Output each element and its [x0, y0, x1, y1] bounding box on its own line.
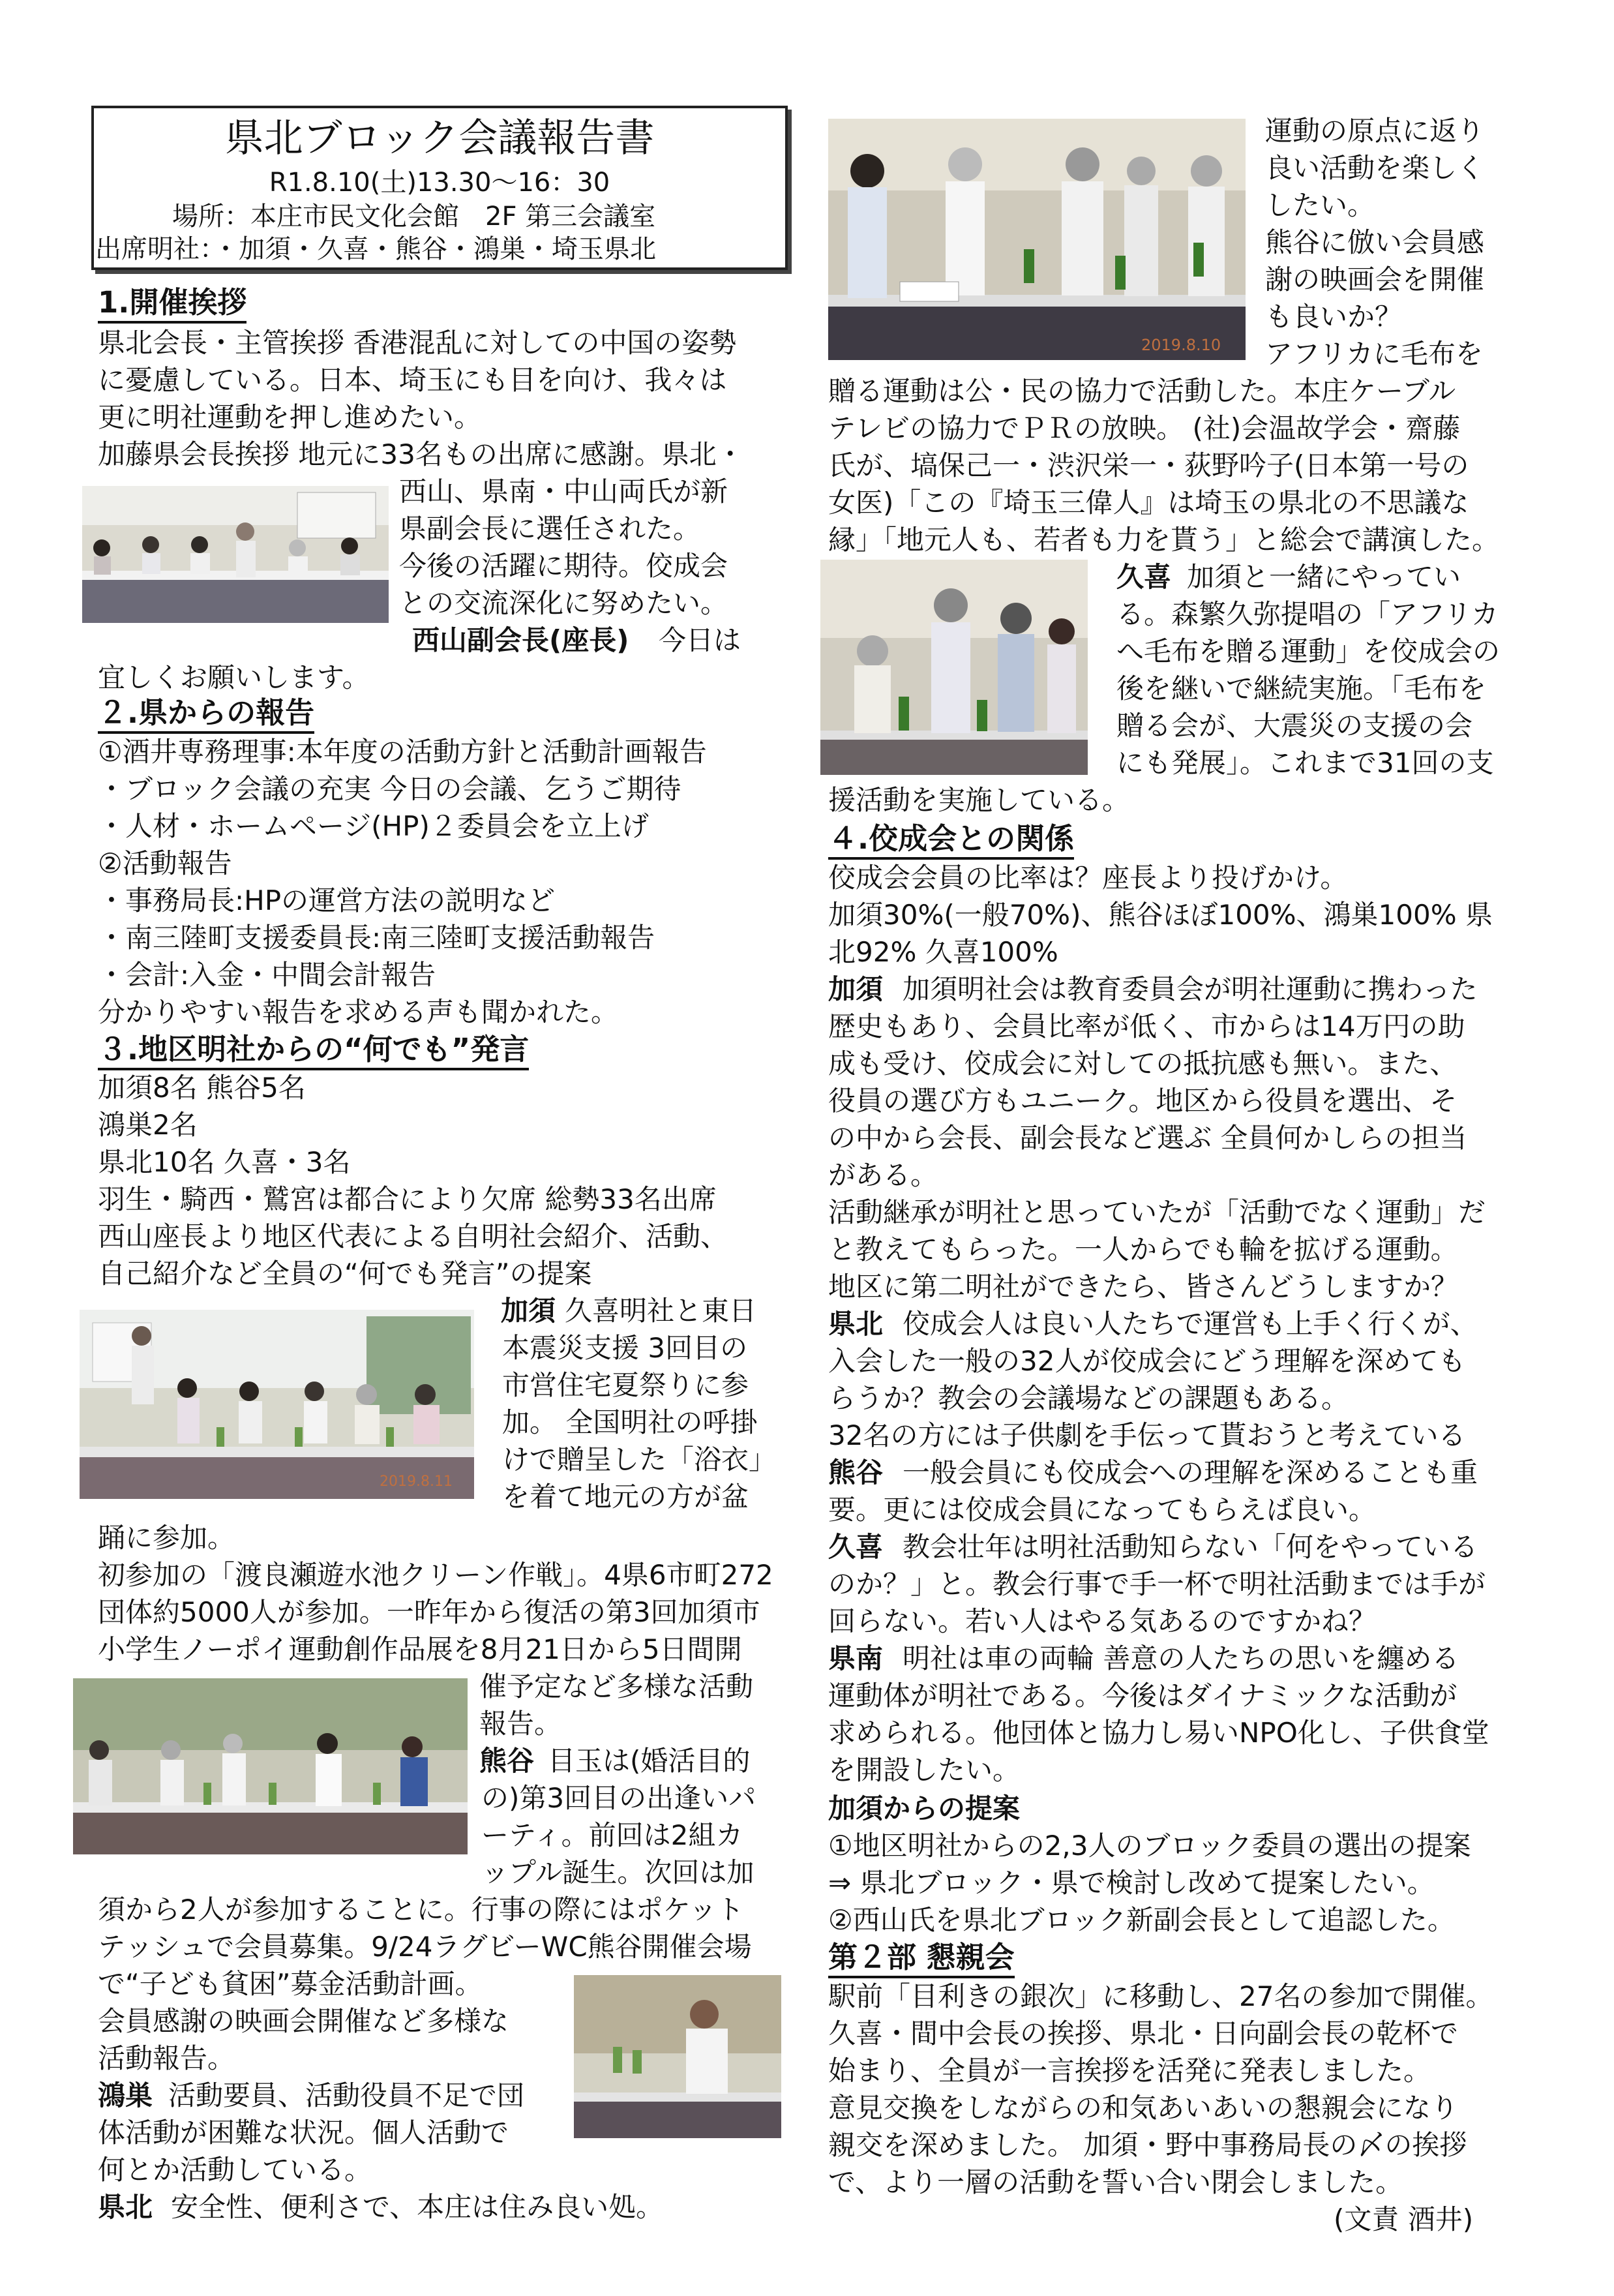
text-line: 入会した一般の32人が佼成会にどう理解を深めても — [828, 1345, 1466, 1377]
text-line: ①地区明社からの2,3人のブロック委員の選出の提案 — [828, 1830, 1471, 1862]
meeting-photo-5 — [828, 119, 1246, 360]
s4-kumagaya-label: 熊谷 — [828, 1457, 884, 1488]
text-line: 運動体が明社である。今後はダイナミックな活動が — [828, 1680, 1457, 1712]
text-line: との交流深化に努めたい。 — [399, 587, 728, 619]
text-line: ②西山氏を県北ブロック新副会長として追認した。 — [828, 1904, 1455, 1936]
signature: (文責 酒井) — [1334, 2203, 1474, 2235]
text-line: 駅前「目利きの銀次」に移動し、27名の参加で開催。 — [828, 1980, 1493, 2012]
text-line: 今日は — [659, 624, 741, 656]
s4-kenpoku-label: 県北 — [828, 1308, 884, 1340]
text-line: 加須明社会は教育委員会が明社運動に携わった — [903, 973, 1478, 1005]
text-line: ・会計:入金・中間会計報告 — [98, 959, 436, 991]
text-line: 佼成会人は良い人たちで運営も上手く行くが、 — [903, 1308, 1478, 1340]
text-line: ⇒ 県北ブロック・県で検討し改めて提案したい。 — [828, 1867, 1435, 1899]
text-line: へ毛布を贈る運動」を佼成会の — [1116, 635, 1501, 667]
text-line: 明社は車の両輪 善意の人たちの思いを纏める — [903, 1642, 1459, 1674]
text-line: 西山座長より地区代表による自明社会紹介、活動、 — [98, 1220, 728, 1252]
text-line: 目玉は(婚活目的 — [548, 1745, 751, 1777]
meeting-date: R1.8.10(土)13.30～16：30 — [269, 168, 610, 198]
text-line: 運動の原点に返り — [1265, 115, 1485, 147]
text-line: ②活動報告 — [98, 847, 232, 879]
meeting-photo-4 — [574, 1975, 781, 2138]
text-line: 地区に第二明社ができたら、皆さんどうしますか？ — [828, 1271, 1459, 1303]
text-line: のか？」と。教会行事で手一杯で明社活動までは手が — [828, 1568, 1486, 1600]
report-title: 県北ブロック会議報告書 — [224, 115, 655, 161]
text-line: にも発展」。これまで31回の支 — [1116, 747, 1494, 779]
text-line: 教会壮年は明社活動知らない「何をやっている — [903, 1531, 1478, 1563]
text-line: 羽生・騎西・鷲宮は都合により欠席 総勢33名出席 — [98, 1183, 717, 1215]
text-line: 踊に参加。 — [98, 1522, 235, 1554]
text-line: 県北会長・主管挨拶 香港混乱に対しての中国の姿勢 — [98, 327, 737, 359]
section4-heading: ４.佼成会との関係 — [828, 821, 1074, 860]
text-line: 歴史もあり、会員比率が低く、市からは14万円の助 — [828, 1010, 1465, 1042]
text-line: に憂慮している。日本、埼玉にも目を向け、我々は — [98, 364, 727, 396]
text-line: 団体約5000人が参加。一昨年から復活の第3回加須市 — [98, 1596, 760, 1628]
text-line: 宜しくお願いします。 — [98, 661, 370, 693]
text-line: 良い活動を楽しく — [1265, 152, 1485, 184]
kenpoku-label: 県北 — [98, 2191, 153, 2223]
text-line: 県副会長に選任された。 — [399, 513, 701, 545]
text-line: アフリカに毛布を — [1265, 338, 1483, 370]
text-line: 本震災支援 3回目の — [502, 1332, 748, 1364]
text-line: 須から2人が参加することに。行事の際にはポケット — [98, 1894, 744, 1926]
text-line: ・人材・ホームページ(HP)２委員会を立上げ — [98, 810, 649, 842]
text-line: 縁」「地元人も、若者も力を貰う」と総会で講演した。 — [828, 524, 1500, 556]
text-line: がある。 — [828, 1159, 938, 1191]
meeting-photo-2 — [80, 1310, 474, 1499]
section2-heading: ２.県からの報告 — [98, 695, 314, 734]
text-line: テレビの協力でＰＲの放映。 (社)会温故学会・齋藤 — [828, 412, 1461, 444]
kounosu-label: 鴻巣 — [98, 2079, 153, 2111]
text-line: る。森繁久弥提唱の「アフリカ — [1116, 598, 1499, 630]
text-line: ・南三陸町支援委員長:南三陸町支援活動報告 — [98, 922, 655, 954]
text-line: 謝の映画会を開催 — [1265, 264, 1485, 295]
text-line: ップル誕生。次回は加 — [481, 1856, 755, 1888]
text-line: を開設したい。 — [828, 1754, 1021, 1786]
text-line: 市営住宅夏祭りに参 — [502, 1369, 749, 1401]
text-line: を着て地元の方が盆 — [502, 1481, 749, 1513]
text-line: 後を継いで継続実施。「毛布を — [1116, 672, 1487, 704]
title-box — [91, 106, 788, 270]
text-line: 役員の選び方もユニーク。地区から役員を選出、そ — [828, 1085, 1457, 1117]
text-line: 意見交換をしながらの和気あいあいの懇親会になり — [828, 2092, 1459, 2124]
text-line: の中から会長、副会長など選ぶ 全員何かしらの担当 — [828, 1122, 1467, 1154]
text-line: で、より一層の活動を誓い合い閉会しました。 — [828, 2166, 1403, 2198]
text-line: 加須8名 熊谷5名 — [98, 1072, 306, 1104]
meeting-place: 場所：本庄市民文化会館 2F 第三会議室 — [172, 202, 656, 232]
text-line: 鴻巣2名 — [98, 1109, 198, 1141]
meeting-photo-6 — [820, 560, 1088, 775]
text-line: 何とか活動している。 — [98, 2154, 372, 2186]
text-line: と教えてもらった。一人からでも輪を拡げる運動。 — [828, 1233, 1458, 1265]
text-line: らうか？教会の会議場などの課題もある。 — [828, 1382, 1349, 1414]
text-line: 小学生ノーポイ運動創作品展を8月21日から5日間開 — [98, 1633, 742, 1665]
text-line: 久喜明社と東日 — [565, 1295, 757, 1327]
text-line: 自己紹介など全員の“何でも発言”の提案 — [98, 1258, 592, 1290]
text-line: で“子ども貧困”募金活動計画。 — [98, 1968, 483, 2000]
text-line: 西山、県南・中山両氏が新 — [399, 476, 728, 507]
text-line: 活動要員、活動役員不足で団 — [168, 2079, 525, 2111]
text-line: 32名の方には子供劇を手伝って貰おうと考えている — [828, 1419, 1466, 1451]
text-line: 活動報告。 — [98, 2042, 235, 2074]
text-line: 初参加の「渡良瀬遊水池クリーン作戦」。4県6市町272 — [98, 1559, 773, 1591]
text-line: けで贈呈した「浴衣」 — [502, 1443, 777, 1475]
text-line: 今後の活躍に期待。佼成会 — [399, 550, 728, 582]
proposal-heading: 加須からの提案 — [828, 1792, 1021, 1824]
text-line: 県北10名 久喜・3名 — [98, 1146, 351, 1178]
chair-label: 西山副会長(座長) — [412, 624, 629, 656]
text-line: 要。更には佼成会員になってもらえば良い。 — [828, 1494, 1377, 1526]
text-line: 援活動を実施している。 — [828, 784, 1130, 816]
meeting-photo-3 — [73, 1678, 468, 1854]
text-line: ーティ。前回は2組カ — [481, 1819, 743, 1851]
text-line: 一般会員にも佼成会への理解を深めることも重 — [903, 1457, 1478, 1488]
text-line: 親交を深めました。 加須・野中事務局長の〆の挨拶 — [828, 2129, 1467, 2161]
kumagaya-label: 熊谷 — [479, 1745, 535, 1777]
s4-kennan-label: 県南 — [828, 1642, 884, 1674]
text-line: テッシュで会員募集。9/24ラグビーWC熊谷開催会場 — [98, 1931, 752, 1963]
text-line: 加須30%(一般70%)、熊谷ほぼ100%、鴻巣100% 県 — [828, 899, 1493, 931]
text-line: 加藤県会長挨拶 地元に33名もの出席に感謝。県北・ — [98, 438, 744, 470]
text-line: 加。 全国明社の呼掛 — [502, 1406, 758, 1438]
text-line: の)第3回目の出逢いパ — [481, 1782, 756, 1814]
text-line: 女医)「この『埼玉三偉人』は埼玉の県北の不思議な — [828, 487, 1469, 519]
kazo-label: 加須 — [501, 1295, 556, 1327]
text-line: 会員感謝の映画会開催など多様な — [98, 2005, 509, 2037]
photo-date-stamp: 2019.8.11 — [380, 1473, 453, 1490]
text-line: 加須と一緒にやってい — [1187, 561, 1461, 593]
text-line: 成も受け、佼成会に対しての抵抗感も無い。また、 — [828, 1048, 1457, 1080]
text-line: 体活動が困難な状況。個人活動で — [98, 2117, 509, 2149]
text-line: 分かりやすい報告を求める声も聞かれた。 — [98, 996, 619, 1028]
text-line: 催予定など多様な活動 — [479, 1670, 754, 1702]
section1-heading: 1.開催挨拶 — [98, 284, 247, 324]
text-line: 活動継承が明社と思っていたが「活動でなく運動」だ — [828, 1196, 1486, 1228]
text-line: 更に明社運動を押し進めたい。 — [98, 401, 482, 433]
text-line: 回らない。若い人はやる気あるのですかね？ — [828, 1605, 1377, 1637]
text-line: ・ブロック会議の充実 今日の会議、乞うご期待 — [98, 773, 681, 805]
text-line: 贈る会が、大震災の支援の会 — [1116, 710, 1473, 742]
attendees: 出席明社：・加須・久喜・熊谷・鴻巣・埼玉県北 — [95, 234, 656, 264]
kuki-label: 久喜 — [1116, 561, 1172, 593]
text-line: 始まり、全員が一言挨拶を活発に発表しました。 — [828, 2055, 1431, 2087]
text-line: 北92% 久喜100% — [828, 936, 1058, 968]
text-line: 氏が、塙保己一・渋沢栄一・荻野吟子(日本第一号の — [828, 449, 1469, 481]
photo-date-stamp: 2019.8.10 — [1141, 336, 1221, 354]
text-line: したい。 — [1265, 189, 1375, 221]
text-line: 報告。 — [479, 1708, 562, 1740]
text-line: ・事務局長:HPの運営方法の説明など — [98, 884, 556, 916]
text-line: 贈る運動は公・民の協力で活動した。本庄ケーブル — [828, 375, 1456, 407]
text-line: 佼成会会員の比率は？座長より投げかけ。 — [828, 862, 1348, 894]
text-line: 求められる。他団体と協力し易いNPO化し、子供食堂 — [828, 1717, 1489, 1749]
text-line: 熊谷に倣い会員感 — [1265, 226, 1485, 258]
meeting-photo-1 — [82, 486, 389, 623]
s4-kazo-label: 加須 — [828, 973, 884, 1005]
text-line: 久喜・間中会長の挨拶、県北・日向副会長の乾杯で — [828, 2017, 1459, 2049]
text-line: ①酒井専務理事:本年度の活動方針と活動計画報告 — [98, 736, 707, 768]
text-line: も良いか？ — [1265, 301, 1403, 333]
text-line: 安全性、便利さで、本庄は住み良い処。 — [171, 2191, 664, 2223]
part2-heading: 第２部 懇親会 — [828, 1939, 1015, 1978]
s4-kuki-label: 久喜 — [828, 1531, 884, 1563]
section3-heading: ３.地区明社からの“何でも”発言 — [98, 1031, 529, 1070]
